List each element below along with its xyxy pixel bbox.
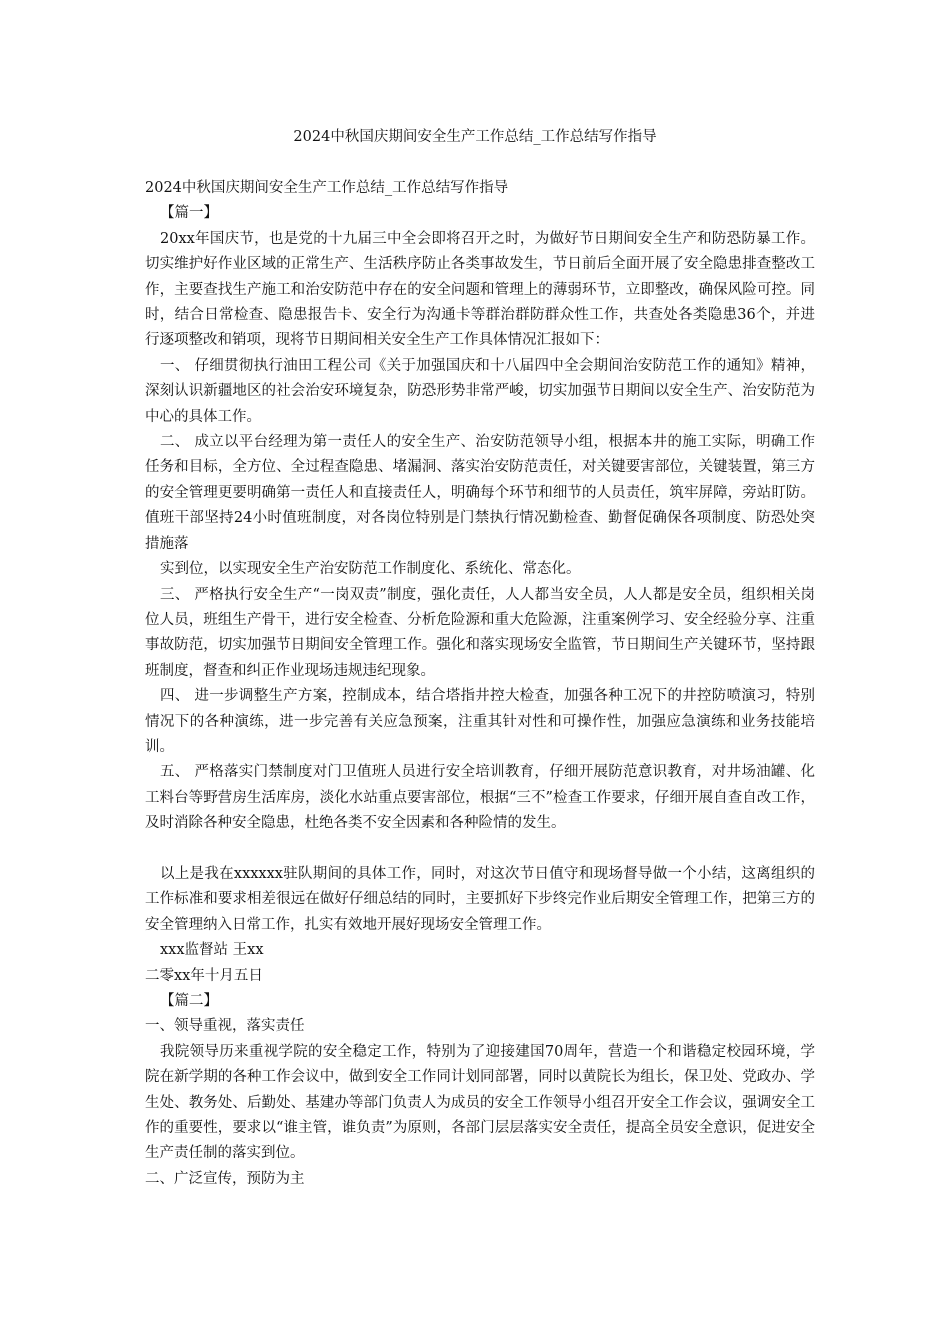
section-heading-1: 【篇一】 (160, 205, 218, 222)
list-item-3: 三、 严格执行安全生产“一岗双责”制度，强化责任，人人都当安全员，人人都是安全员，组织相关岗位人员，班组生产骨干，进行安全检查、分析危险源和重大危险源，注重案例学习、安全经验分享、注重事故防范，切实加强节日期间安全管理工作。强化和落实现场安全监管，节日期间生产关键环节，坚持跟班制度，督查和纠正作业现场违规违纪现象。 (145, 586, 815, 679)
paragraph-gap (145, 837, 815, 862)
section2-item-1: 一、领导重视，落实责任 (145, 1018, 305, 1035)
list-item-5: 五、 严格落实门禁制度对门卫值班人员进行安全培训教育，仔细开展防范意识教育，对井场油罐、化工料台等野营房生活库房，淡化水站重点要害部位，根据“三不”检查工作要求，仔细开展自查自改工作，及时消除各种安全隐患，杜绝各类不安全因素和各种险情的发生。 (145, 764, 815, 832)
list-item-2-continued: 实到位，以实现安全生产治安防范工作制度化、系统化、常态化。 (160, 561, 581, 578)
list-item-2: 二、 成立以平台经理为第一责任人的安全生产、治安防范领导小组，根据本井的施工实际，明确工作任务和目标，全方位、全过程查隐患、堵漏洞、落实治安防范责任，对关键要害部位，关键装置，第三方的安全管理更要明确第一责任人和直接责任人，明确每个环节和细节的人员责任，筑牢屏障，旁站盯防。值班干部坚持24小时值班制度，对各岗位特别是门禁执行情况勤检查、勤督促确保各项制度、防恐处突措施落 (145, 434, 815, 552)
document-body (145, 176, 815, 1192)
list-item-1: 一、 仔细贯彻执行油田工程公司《关于加强国庆和十八届四中全会期间治安防范工作的通知》精神，深刻认识新疆地区的社会治安环境复杂，防恐形势非常严峻，切实加强节日期间以安全生产、治安防范为中心的具体工作。 (145, 357, 815, 425)
section2-paragraph: 我院领导历来重视学院的安全稳定工作，特别为了迎接建国70周年，营造一个和谐稳定校园环境，学院在新学期的各种工作会议中，做到安全工作同计划同部署，同时以黄院长为组长，保卫处、党政办、学生处、教务处、后勤处、基建办等部门负责人为成员的安全工作领导小组召开安全工作会议，强调安全工作的重要性，要求以“谁主管，谁负责”为原则，各部门层层落实安全责任，提高全员安全意识，促进安全生产责任制的落实到位。 (145, 1043, 815, 1162)
signature-date: 二零xx年十月五日 (145, 967, 263, 984)
summary-paragraph: 以上是我在xxxxxx驻队期间的具体工作，同时，对这次节日值守和现场督导做一个小结，这离组织的工作标准和要求相差很远在做好仔细总结的同时，主要抓好下步终完作业后期安全管理工作，把第三方的安全管理纳入日常工作，扎实有效地开展好现场安全管理工作。 (145, 865, 815, 933)
page-title: 2024中秋国庆期间安全生产工作总结_工作总结写作指导 (293, 129, 657, 145)
document-subtitle: 2024中秋国庆期间安全生产工作总结_工作总结写作指导 (145, 180, 509, 196)
signature-org: xxx监督站 王xx (160, 942, 264, 959)
section-heading-2: 【篇二】 (160, 992, 218, 1009)
section2-item-2: 二、广泛宣传，预防为主 (145, 1170, 305, 1187)
intro-paragraph: 20xx年国庆节，也是党的十九届三中全会即将召开之时，为做好节日期间安全生产和防恐防暴工作。切实维护好作业区域的正常生产、生活秩序防止各类事故发生，节日前后全面开展了安全隐患排查整改工作，主要查找生产施工和治安防范中存在的安全问题和管理上的薄弱环节，立即整改，确保风险可控。同时，结合日常检查、隐患报告卡、安全行为沟通卡等群治群防群众性工作，共查处各类隐患36个，并进行逐项整改和销项，现将节日期间相关安全生产工作具体情况汇报如下： (145, 230, 815, 349)
list-item-4: 四、 进一步调整生产方案，控制成本，结合塔指井控大检查，加强各种工况下的井控防喷演习，特别情况下的各种演练，进一步完善有关应急预案，注重其针对性和可操作性，加强应急演练和业务技能培训。 (145, 688, 815, 755)
